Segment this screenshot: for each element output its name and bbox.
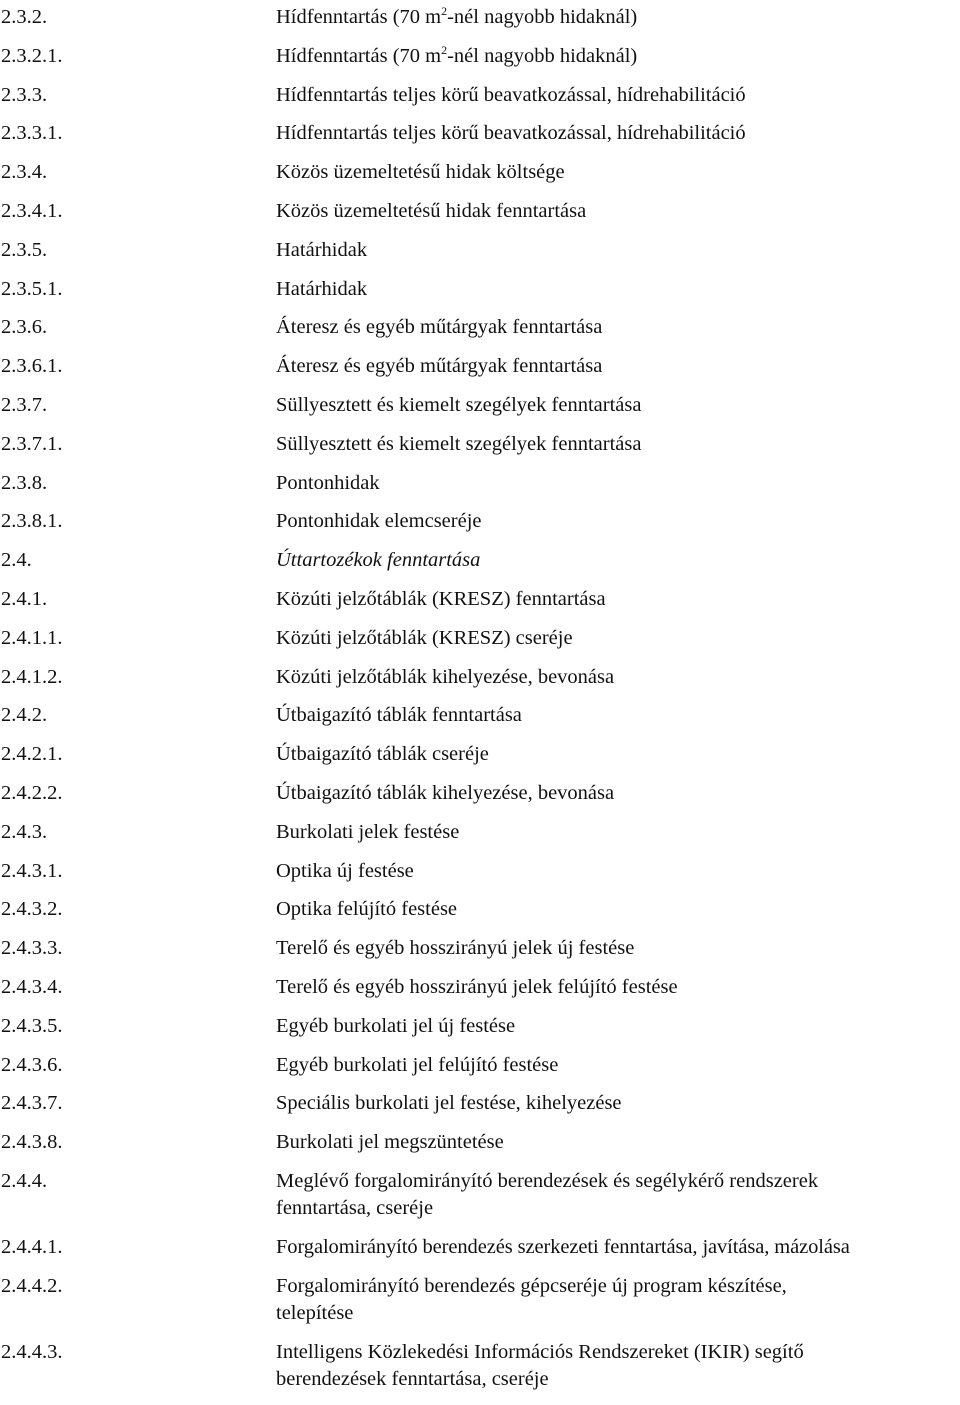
section-number: 2.4.1.1. [1, 626, 63, 649]
section-title: Süllyesztett és kiemelt szegélyek fenntartása [276, 432, 642, 455]
section-title: Forgalomirányító berendezés gépcseréje új program készítése, telepítése [276, 1274, 787, 1324]
list-item [0, 198, 960, 237]
section-title: Közös üzemeltetésű hidak költsége [276, 161, 565, 184]
list-item [0, 392, 960, 431]
list-item [0, 1129, 960, 1168]
section-number: 2.3.5.1. [1, 277, 63, 300]
list-item [0, 237, 960, 276]
list-item [0, 43, 960, 82]
section-title: Útbaigazító táblák fenntartása [276, 704, 522, 727]
list-item [0, 1234, 960, 1273]
list-item [0, 1090, 960, 1129]
section-number: 2.4.2.1. [1, 743, 63, 766]
section-title: Hídfenntartás teljes körű beavatkozással, hídrehabilitáció [276, 83, 746, 106]
section-number: 2.3.8. [1, 471, 48, 494]
section-title: Terelő és egyéb hosszirányú jelek felújító festése [276, 975, 678, 998]
section-number: 2.4.1.2. [1, 665, 63, 688]
section-number: 2.4.3.6. [1, 1053, 63, 1076]
section-number: 2.4.3.2. [1, 898, 63, 921]
list-item [0, 1273, 960, 1339]
list-item [0, 741, 960, 780]
list-item [0, 82, 960, 121]
list-item [0, 819, 960, 858]
list-item [0, 159, 960, 198]
list-item [0, 625, 960, 664]
section-number: 2.3.3. [1, 83, 48, 106]
list-item [0, 1052, 960, 1091]
section-title: Közúti jelzőtáblák (KRESZ) fenntartása [276, 587, 606, 610]
section-title: Közös üzemeltetésű hidak fenntartása [276, 199, 587, 222]
list-item [0, 470, 960, 509]
superscript: 2 [441, 4, 448, 18]
section-title: Egyéb burkolati jel felújító festése [276, 1053, 559, 1076]
section-title: Közúti jelzőtáblák kihelyezése, bevonása [276, 665, 615, 688]
list-item [0, 664, 960, 703]
section-number: 2.4.3.3. [1, 937, 63, 960]
section-title: Hídfenntartás (70 $m^2$-nél nagyobb hidaknál) [276, 42, 638, 67]
list-item [0, 935, 960, 974]
section-title: Áteresz és egyéb műtárgyak fenntartása [276, 355, 603, 378]
section-title: Áteresz és egyéb műtárgyak fenntartása [276, 316, 603, 339]
section-number: 2.4.3.5. [1, 1014, 63, 1037]
section-number: 2.4.3.7. [1, 1092, 63, 1115]
section-number: 2.3.6. [1, 316, 48, 339]
section-number: 2.4.2. [1, 704, 48, 727]
section-title: Burkolati jelek festése [276, 820, 460, 843]
list-item [0, 896, 960, 935]
list-item [0, 780, 960, 819]
section-number: 2.3.7.1. [1, 432, 63, 455]
section-number: 2.3.6.1. [1, 355, 63, 378]
list-item [0, 858, 960, 897]
section-number: 2.4.3.1. [1, 859, 63, 882]
section-number: 2.3.2.1. [1, 44, 63, 67]
list-item [0, 1013, 960, 1052]
section-title: Terelő és egyéb hosszirányú jelek új festése [276, 937, 635, 960]
section-title: Határhidak [276, 277, 368, 300]
section-number: 2.4.4.3. [1, 1340, 63, 1363]
list-item [0, 276, 960, 315]
section-title: Forgalomirányító berendezés szerkezeti fenntartása, javítása, mázolása [276, 1235, 850, 1258]
section-number: 2.4.3. [1, 820, 48, 843]
section-number: 2.4.4.2. [1, 1274, 63, 1297]
list-item [0, 120, 960, 159]
section-title: Útbaigazító táblák cseréje [276, 743, 489, 766]
section-title: Optika felújító festése [276, 898, 458, 921]
list-item [0, 702, 960, 741]
section-title: Speciális burkolati jel festése, kihelyezése [276, 1092, 622, 1115]
section-title: Hídfenntartás (70 $m^2$-nél nagyobb hidaknál) [276, 4, 638, 28]
section-title: Útbaigazító táblák kihelyezése, bevonása [276, 781, 615, 804]
list-item [0, 586, 960, 625]
section-number: 2.4.2.2. [1, 781, 63, 804]
list-item [0, 4, 960, 43]
section-title: Meglévő forgalomirányító berendezések és segélykérő rendszerek fenntartása, cseréje [276, 1169, 819, 1219]
section-number: 2.3.3.1. [1, 122, 63, 145]
section-title: Úttartozékok fenntartása [276, 549, 481, 572]
list-item [0, 974, 960, 1013]
section-number: 2.4.3.8. [1, 1131, 63, 1154]
section-number: 2.3.7. [1, 393, 48, 416]
section-title: Burkolati jel megszüntetése [276, 1131, 504, 1154]
superscript: 2 [441, 42, 448, 57]
list-item [0, 1168, 960, 1234]
section-title: Határhidak [276, 238, 368, 261]
section-title: Optika új festése [276, 859, 414, 882]
section-number: 2.4.4. [1, 1169, 48, 1192]
section-title: Intelligens Közlekedési Információs Rendszereket (IKIR) segítő berendezések fenntartása, cseréje [276, 1340, 804, 1390]
section-number: 2.3.5. [1, 238, 48, 261]
section-title: Hídfenntartás teljes körű beavatkozással, hídrehabilitáció [276, 122, 746, 145]
section-number: 2.3.2. [1, 6, 48, 28]
section-title: Süllyesztett és kiemelt szegélyek fenntartása [276, 393, 642, 416]
section-number: 2.4.3.4. [1, 975, 63, 998]
list-item [0, 508, 960, 547]
list-item [0, 314, 960, 353]
section-number: 2.4.1. [1, 587, 48, 610]
section-title: Közúti jelzőtáblák (KRESZ) cseréje [276, 626, 573, 649]
section-number: 2.4. [1, 549, 32, 572]
list-item [0, 353, 960, 392]
list-item [0, 547, 960, 586]
section-number: 2.3.8.1. [1, 510, 63, 533]
section-number: 2.3.4. [1, 161, 48, 184]
section-title: Pontonhidak [276, 471, 380, 494]
list-item [0, 431, 960, 470]
section-title: Egyéb burkolati jel új festése [276, 1014, 516, 1037]
section-number: 2.4.4.1. [1, 1235, 63, 1258]
section-title: Pontonhidak elemcseréje [276, 510, 482, 533]
section-number: 2.3.4.1. [1, 199, 63, 222]
